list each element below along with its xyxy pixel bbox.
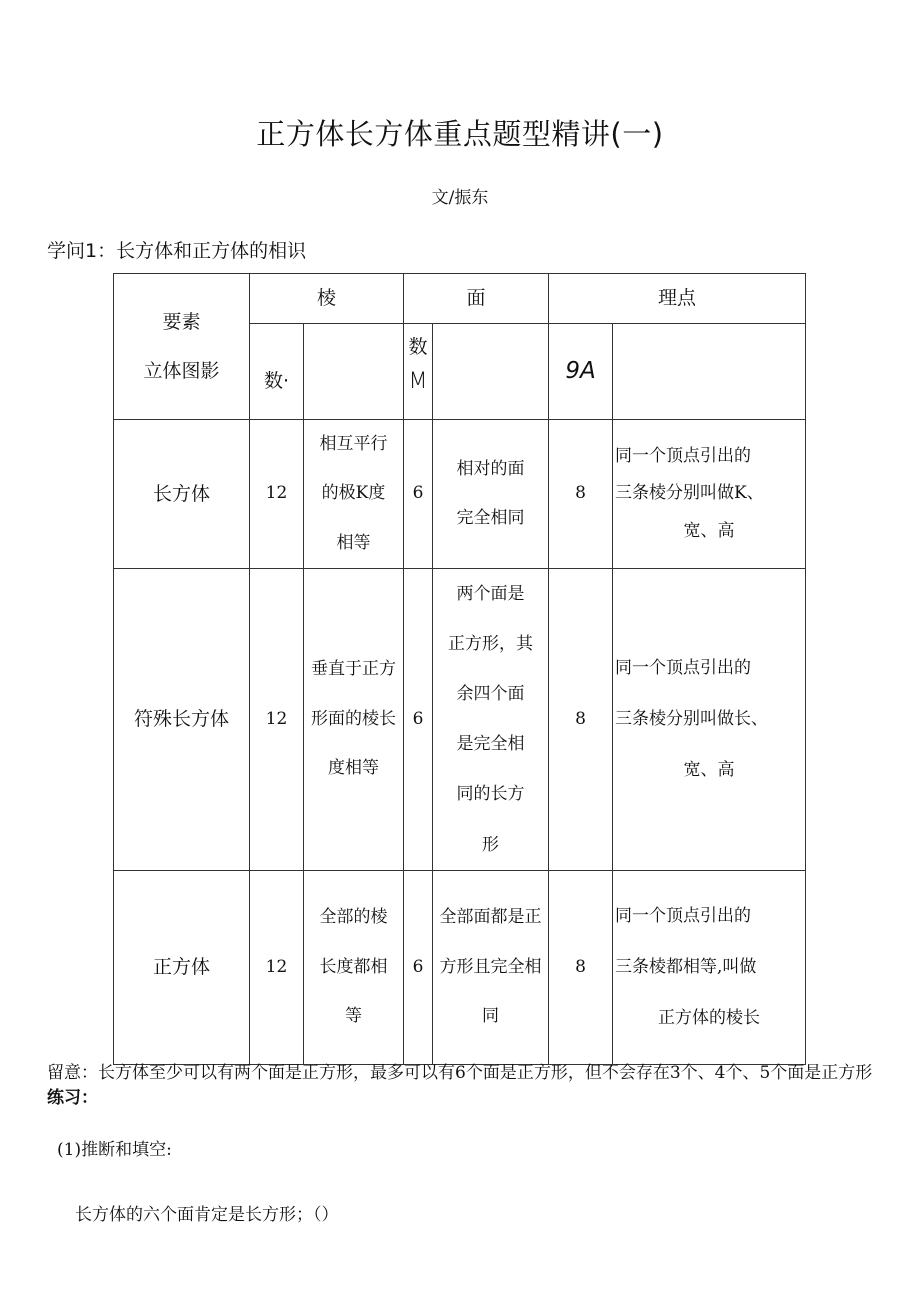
corner-top-label: 要素 [162,310,201,333]
vertex-desc: 同一个顶点引出的 三条棱分别叫做K、 宽、高 [613,420,806,569]
edge-desc: 垂直于正方 形面的棱长 度相等 [304,568,404,870]
comparison-table [113,273,806,1065]
vertex-desc: 同一个顶点引出的 三条棱都相等,叫做 正方体的棱长 [613,870,806,1064]
header-face: 面 [404,274,549,324]
header-edge: 棱 [250,274,404,324]
vertex-count: 8 [549,870,613,1064]
row-name: 正方体 [114,870,250,1064]
corner-bottom-label: 立体图影 [143,359,220,382]
exercise-label: 练习： [47,1087,98,1108]
header-corner-cell [114,274,250,420]
author-line: 文/振东 [431,188,489,208]
sub-edge-count: 数· [250,324,304,420]
edge-count: 12 [250,568,304,870]
edge-count: 12 [250,870,304,1064]
section-heading: 学问1：长方体和正方体的相识 [47,240,307,262]
face-desc: 两个面是 正方形，其 余四个面 是完全相 同的长方 形 [433,568,549,870]
face-count: 6 [404,420,433,569]
table-row [114,870,806,1064]
header-vertex: 理点 [549,274,806,324]
page-title: 正方体长方体重点题型精讲(一) [256,117,664,151]
face-desc: 相对的面 完全相同 [433,420,549,569]
edge-desc: 相互平行 的极K度 相等 [304,420,404,569]
sub-edge-desc [304,324,404,420]
table-header-row [114,274,806,324]
edge-desc: 全部的棱 长度都相 等 [304,870,404,1064]
question-heading: (1)推断和填空: [57,1140,172,1160]
sub-face-desc [433,324,549,420]
sub-vertex-desc [613,324,806,420]
face-desc: 全部面都是正 方形且完全相 同 [433,870,549,1064]
vertex-count: 8 [549,568,613,870]
question-item: 长方体的六个面肯定是长方形；（） [75,1205,339,1225]
face-count: 6 [404,568,433,870]
vertex-count: 8 [549,420,613,569]
sub-face-count: 数 M [404,324,433,420]
vertex-desc: 同一个顶点引出的 三条棱分别叫做长、 宽、高 [613,568,806,870]
edge-count: 12 [250,420,304,569]
face-count: 6 [404,870,433,1064]
row-name: 长方体 [114,420,250,569]
row-name: 符殊长方体 [114,568,250,870]
note-paragraph [47,1061,877,1110]
table-row [114,420,806,569]
sub-vertex-count: 9A [549,324,613,420]
note-text: 留意：长方体至少可以有两个面是正方形，最多可以有6个面是正方形，但不会存在3个、4个、5个面是正方形 [47,1063,873,1083]
table-row [114,568,806,870]
